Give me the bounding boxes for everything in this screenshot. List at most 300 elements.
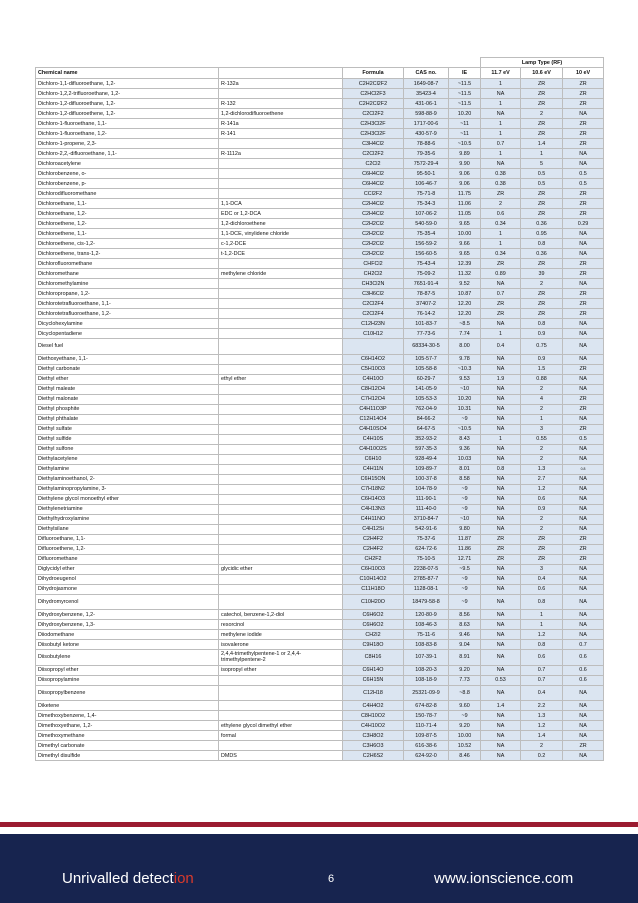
ie-value: ~11: [449, 119, 481, 129]
chemical-name: Dichloro-1-fluoroethane, 1,2-: [36, 129, 219, 139]
cas-number: 156-59-2: [404, 239, 449, 249]
ie-value: 8.63: [449, 620, 481, 630]
rf-10ev: ZR: [563, 79, 604, 89]
chemical-name: Dichloro-1,2,2-trifluoroethane, 1,2-: [36, 89, 219, 99]
rf-117ev: NA: [481, 711, 521, 721]
rf-106ev: 1.2: [521, 484, 563, 494]
rf-117ev: 0.7: [481, 289, 521, 299]
synonym: formal: [219, 731, 343, 741]
rf-106ev: 4: [521, 394, 563, 404]
cas-number: 616-38-6: [404, 741, 449, 751]
ie-value: 9.90: [449, 159, 481, 169]
rf-106ev: 2: [521, 514, 563, 524]
rf-10ev: NA: [563, 630, 604, 640]
chemical-name: Dimethyl carbonate: [36, 741, 219, 751]
chemical-name: Diisobutyl ketone: [36, 640, 219, 650]
rf-10ev: NA: [563, 249, 604, 259]
synonym: DMDS: [219, 751, 343, 761]
rf-117ev: NA: [481, 564, 521, 574]
rf-106ev: 0.4: [521, 685, 563, 701]
cas-number: 109-87-5: [404, 731, 449, 741]
chemical-name: Diethyl malonate: [36, 394, 219, 404]
formula: C3H6O3: [343, 741, 404, 751]
synonym: [219, 89, 343, 99]
ie-value: 10.03: [449, 454, 481, 464]
cas-number: 120-80-9: [404, 610, 449, 620]
cas-number: 7572-29-4: [404, 159, 449, 169]
rf-106ev: ZR: [521, 554, 563, 564]
rf-106ev: 1: [521, 414, 563, 424]
chemical-name: Diisopropyl ether: [36, 665, 219, 675]
rf-106ev: 0.6: [521, 584, 563, 594]
synonym: [219, 169, 343, 179]
formula: C2H2Cl2: [343, 229, 404, 239]
ie-value: 12.20: [449, 309, 481, 319]
rf-10ev: NA: [563, 564, 604, 574]
rf-106ev: ZR: [521, 189, 563, 199]
cas-number: 111-40-0: [404, 504, 449, 514]
table-row: [36, 640, 604, 650]
cas-number: 597-35-3: [404, 444, 449, 454]
table-row: [36, 259, 604, 269]
synonym: [219, 384, 343, 394]
table-row: [36, 89, 604, 99]
synonym: [219, 444, 343, 454]
ie-value: 9.80: [449, 524, 481, 534]
synonym: R-1112a: [219, 149, 343, 159]
rf-117ev: NA: [481, 424, 521, 434]
rf-10ev: NA: [563, 374, 604, 384]
rf-10ev: NA: [563, 319, 604, 329]
synonym: [219, 584, 343, 594]
ie-value: ~9: [449, 484, 481, 494]
cas-number: 598-88-9: [404, 109, 449, 119]
table-row: [36, 685, 604, 701]
tagline-part-b: ion: [173, 870, 194, 887]
table-row: [36, 299, 604, 309]
synonym: [219, 364, 343, 374]
chemical-name-header: Chemical name: [36, 68, 219, 79]
cas-number: 77-73-6: [404, 329, 449, 339]
table-row: [36, 199, 604, 209]
formula: C4H11NO: [343, 514, 404, 524]
synonym: [219, 139, 343, 149]
ie-value: ~9: [449, 504, 481, 514]
cas-number: 431-06-1: [404, 99, 449, 109]
chemical-name: Dimethyl disulfide: [36, 751, 219, 761]
formula: C2Cl2F2: [343, 109, 404, 119]
formula: C2H2Cl2: [343, 249, 404, 259]
chemical-name: Difluoroethene, 1,2-: [36, 544, 219, 554]
formula: C2H3Cl2F: [343, 119, 404, 129]
rf-106ev: 2: [521, 384, 563, 394]
rf-10ev: 0.7: [563, 640, 604, 650]
rf-117ev: NA: [481, 354, 521, 364]
rf-117ev: NA: [481, 620, 521, 630]
synonym: [219, 434, 343, 444]
rf-106ev: 0.36: [521, 219, 563, 229]
cas-number: 108-46-3: [404, 620, 449, 630]
rf-117ev: NA: [481, 364, 521, 374]
rf-117ev: NA: [481, 319, 521, 329]
cas-number: 95-50-1: [404, 169, 449, 179]
synonym: [219, 685, 343, 701]
table-row: [36, 149, 604, 159]
rf-10ev: NA: [563, 444, 604, 454]
synonym: [219, 544, 343, 554]
rf-117ev: 0.6: [481, 209, 521, 219]
table-row: [36, 229, 604, 239]
formula: C6H6O2: [343, 610, 404, 620]
chemical-name: Diethoxyethane, 1,1-: [36, 354, 219, 364]
rf-106ev: 1.3: [521, 711, 563, 721]
table-row: [36, 129, 604, 139]
table-row: [36, 494, 604, 504]
synonym-header: [219, 68, 343, 79]
rf-117ev: 1: [481, 329, 521, 339]
chemical-name: Diethylhydroxylamine: [36, 514, 219, 524]
chemical-name: Diketene: [36, 701, 219, 711]
chemical-name: Diethyl carbonate: [36, 364, 219, 374]
cas-number: 78-87-5: [404, 289, 449, 299]
chemical-name: Diethyl ether: [36, 374, 219, 384]
formula: CHFCl2: [343, 259, 404, 269]
rf-106ev: ZR: [521, 289, 563, 299]
rf-106ev: 0.5: [521, 169, 563, 179]
website-link[interactable]: www.ionscience.com: [434, 870, 574, 887]
ie-value: 7.74: [449, 329, 481, 339]
table-row: [36, 364, 604, 374]
rf-117ev: NA: [481, 384, 521, 394]
rf-106ev: ZR: [521, 544, 563, 554]
rf-106ev: 1.2: [521, 721, 563, 731]
cas-number: 156-60-5: [404, 249, 449, 259]
synonym: [219, 179, 343, 189]
formula: C2Cl2: [343, 159, 404, 169]
rf-10ev: ZR: [563, 534, 604, 544]
rf-106ev: 0.9: [521, 504, 563, 514]
table-row: [36, 524, 604, 534]
ie-value: 9.53: [449, 374, 481, 384]
ie-value: 9.46: [449, 630, 481, 640]
formula: C4H13N3: [343, 504, 404, 514]
synonym: ethyl ether: [219, 374, 343, 384]
rf-106ev: ZR: [521, 534, 563, 544]
chemical-name: Diethylaminopropylamine, 3-: [36, 484, 219, 494]
formula: C2H2Cl2: [343, 239, 404, 249]
ev106-header: 10.6 eV: [521, 68, 563, 79]
chemical-name: Dichlorodifluoromethane: [36, 189, 219, 199]
chemical-name: Dichloro-1-fluoroethane, 1,1-: [36, 119, 219, 129]
rf-10ev: ZR: [563, 269, 604, 279]
synonym: 2,4,4-trimethylpentene-1 or 2,4,4-trimethylpentene-2: [219, 650, 343, 666]
ie-value: ~9: [449, 711, 481, 721]
formula: C2Cl2F2: [343, 149, 404, 159]
rf-106ev: 0.5: [521, 179, 563, 189]
rf-10ev: NA: [563, 484, 604, 494]
synonym: ethylene glycol dimethyl ether: [219, 721, 343, 731]
table-row: [36, 169, 604, 179]
ie-value: 9.06: [449, 169, 481, 179]
rf-117ev: NA: [481, 665, 521, 675]
chemical-name: Dimethoxybenzene, 1,4-: [36, 711, 219, 721]
formula: C6H10O3: [343, 564, 404, 574]
formula: CH2I2: [343, 630, 404, 640]
table-row: [36, 474, 604, 484]
formula: [343, 339, 404, 355]
rf-10ev: NA: [563, 149, 604, 159]
cas-number: 109-89-7: [404, 464, 449, 474]
chemical-name: Dichloromethane: [36, 269, 219, 279]
ie-value: 10.52: [449, 741, 481, 751]
footer-stripe: [0, 822, 638, 827]
rf-10ev: NA: [563, 594, 604, 610]
cas-number: 100-37-8: [404, 474, 449, 484]
cas-number: 111-90-1: [404, 494, 449, 504]
table-row: [36, 384, 604, 394]
rf-10ev: NA: [563, 685, 604, 701]
table-row: [36, 711, 604, 721]
cas-number: 2785-87-7: [404, 574, 449, 584]
chemical-name: Dichloroethene, 1,2-: [36, 219, 219, 229]
synonym: [219, 534, 343, 544]
cas-number: 352-93-2: [404, 434, 449, 444]
cas-number: 107-39-1: [404, 650, 449, 666]
table-row: [36, 289, 604, 299]
ie-value: 8.01: [449, 464, 481, 474]
cas-number: 75-09-2: [404, 269, 449, 279]
ie-value: 9.04: [449, 640, 481, 650]
formula: CCl2F2: [343, 189, 404, 199]
chemical-name: Dihydrojasmone: [36, 584, 219, 594]
ie-value: 12.71: [449, 554, 481, 564]
page-number: 6: [328, 873, 335, 885]
rf-117ev: NA: [481, 640, 521, 650]
rf-106ev: 0.7: [521, 675, 563, 685]
rf-106ev: ZR: [521, 119, 563, 129]
lamp-type-label: Lamp Type (RF): [481, 58, 604, 68]
ie-value: 12.39: [449, 259, 481, 269]
rf-10ev: 0.5: [563, 169, 604, 179]
rf-10ev: 0.6: [563, 650, 604, 666]
chemical-name: Dichloroethane, 1,1-: [36, 199, 219, 209]
chemical-name: Diglycidyl ether: [36, 564, 219, 574]
rf-10ev: NA: [563, 504, 604, 514]
ie-header: IE: [449, 68, 481, 79]
rf-10ev: ZR: [563, 404, 604, 414]
ie-value: ~11.5: [449, 89, 481, 99]
rf-117ev: NA: [481, 444, 521, 454]
rf-10ev: NA: [563, 414, 604, 424]
formula: CH3Cl2N: [343, 279, 404, 289]
synonym: [219, 494, 343, 504]
formula: C2H2Cl2F2: [343, 99, 404, 109]
cas-number: 78-88-6: [404, 139, 449, 149]
ie-value: ~10.5: [449, 139, 481, 149]
table-row: [36, 514, 604, 524]
chemical-name: Dichlorofluoromethane: [36, 259, 219, 269]
ie-value: ~9: [449, 594, 481, 610]
rf-106ev: 3: [521, 564, 563, 574]
rf-10ev: ZR: [563, 119, 604, 129]
rf-10ev: 0.5: [563, 179, 604, 189]
rf-10ev: NA: [563, 514, 604, 524]
ie-value: 9.60: [449, 701, 481, 711]
lamp-type-rf-table: [35, 57, 604, 761]
rf-10ev: NA: [563, 279, 604, 289]
table-row: [36, 731, 604, 741]
cas-number: 624-92-0: [404, 751, 449, 761]
chemical-name: Diethylsilane: [36, 524, 219, 534]
formula: C8H12O4: [343, 384, 404, 394]
synonym: [219, 594, 343, 610]
table-row: [36, 751, 604, 761]
formula: C6H4Cl2: [343, 169, 404, 179]
ie-value: 8.91: [449, 650, 481, 666]
chemical-name: Diethyl phthalate: [36, 414, 219, 424]
synonym: [219, 394, 343, 404]
table-row: [36, 309, 604, 319]
cas-number: 35423-4: [404, 89, 449, 99]
synonym: R-132a: [219, 79, 343, 89]
synonym: [219, 289, 343, 299]
chemical-name: Dicyclohexylamine: [36, 319, 219, 329]
ie-value: 10.87: [449, 289, 481, 299]
formula: C2H6S2: [343, 751, 404, 761]
chemical-name: Difluoroethane, 1,1-: [36, 534, 219, 544]
table-row: [36, 239, 604, 249]
rf-10ev: NA: [563, 339, 604, 355]
table-row: [36, 741, 604, 751]
formula: C12H23N: [343, 319, 404, 329]
ie-value: ~11: [449, 129, 481, 139]
synonym: [219, 701, 343, 711]
ie-value: 8.43: [449, 434, 481, 444]
rf-117ev: NA: [481, 574, 521, 584]
rf-117ev: 0.89: [481, 269, 521, 279]
formula: C3H4Cl2: [343, 139, 404, 149]
formula: C10H20O: [343, 594, 404, 610]
rf-10ev: 0.6: [563, 675, 604, 685]
rf-117ev: 0.4: [481, 339, 521, 355]
rf-106ev: ZR: [521, 89, 563, 99]
ie-value: ~10: [449, 514, 481, 524]
synonym: [219, 259, 343, 269]
ie-value: ~9.5: [449, 564, 481, 574]
rf-117ev: NA: [481, 594, 521, 610]
ie-value: 10.20: [449, 394, 481, 404]
rf-106ev: ZR: [521, 299, 563, 309]
cas-number: 624-72-6: [404, 544, 449, 554]
cas-number: 1649-08-7: [404, 79, 449, 89]
rf-117ev: 1.9: [481, 374, 521, 384]
cas-number: 542-91-6: [404, 524, 449, 534]
rf-10ev: NA: [563, 584, 604, 594]
rf-106ev: 0.88: [521, 374, 563, 384]
rf-117ev: NA: [481, 414, 521, 424]
rf-117ev: NA: [481, 279, 521, 289]
formula: C10H14O2: [343, 574, 404, 584]
formula: C2H2Cl2F2: [343, 79, 404, 89]
rf-10ev: NA: [563, 731, 604, 741]
column-header-row: [36, 68, 604, 79]
chemical-name: Diesel fuel: [36, 339, 219, 355]
rf-106ev: ZR: [521, 79, 563, 89]
table-row: [36, 464, 604, 474]
rf-117ev: ZR: [481, 299, 521, 309]
formula: C2H4Cl2: [343, 199, 404, 209]
rf-117ev: NA: [481, 524, 521, 534]
cas-number: 75-71-8: [404, 189, 449, 199]
table-row: [36, 249, 604, 259]
formula: C6H14O3: [343, 494, 404, 504]
rf-106ev: 2: [521, 524, 563, 534]
cas-header: CAS no.: [404, 68, 449, 79]
formula: C6H14O2: [343, 354, 404, 364]
synonym: EDC or 1,2-DCA: [219, 209, 343, 219]
rf-10ev: ZR: [563, 544, 604, 554]
rf-106ev: 1.2: [521, 630, 563, 640]
rf-106ev: 1: [521, 149, 563, 159]
table-row: [36, 159, 604, 169]
formula: C2Cl2F4: [343, 299, 404, 309]
rf-106ev: 0.8: [521, 594, 563, 610]
cas-number: 75-10-5: [404, 554, 449, 564]
table-row: [36, 189, 604, 199]
cas-number: 25321-09-9: [404, 685, 449, 701]
table-row: [36, 564, 604, 574]
rf-117ev: NA: [481, 741, 521, 751]
table-row: [36, 279, 604, 289]
synonym: catechol, benzene-1,2-diol: [219, 610, 343, 620]
ie-value: 9.78: [449, 354, 481, 364]
chemical-name: Dichloromethylamine: [36, 279, 219, 289]
rf-117ev: 1: [481, 99, 521, 109]
cas-number: 104-78-9: [404, 484, 449, 494]
rf-117ev: 1.4: [481, 701, 521, 711]
cas-number: 3710-84-7: [404, 514, 449, 524]
table-row: [36, 504, 604, 514]
ie-value: 10.00: [449, 229, 481, 239]
table-row: [36, 665, 604, 675]
rf-117ev: NA: [481, 610, 521, 620]
rf-106ev: 0.95: [521, 229, 563, 239]
rf-117ev: 2: [481, 199, 521, 209]
synonym: [219, 711, 343, 721]
ev10-header: 10 eV: [563, 68, 604, 79]
table-row: [36, 319, 604, 329]
rf-10ev: 0.29: [563, 219, 604, 229]
formula: C6H14O: [343, 665, 404, 675]
cas-number: 75-35-4: [404, 229, 449, 239]
synonym: [219, 279, 343, 289]
formula: CH2Cl2: [343, 269, 404, 279]
rf-117ev: ZR: [481, 259, 521, 269]
ie-value: 11.06: [449, 199, 481, 209]
rf-10ev: NA: [563, 721, 604, 731]
synonym: [219, 474, 343, 484]
rf-10ev: ZR: [563, 424, 604, 434]
table-row: [36, 574, 604, 584]
synonym: [219, 741, 343, 751]
table-row: [36, 675, 604, 685]
chemical-name: Diethyl sulfate: [36, 424, 219, 434]
ie-value: ~11.5: [449, 99, 481, 109]
formula: C2H4F2: [343, 544, 404, 554]
synonym: 1,1-DCE, vinylidene chloride: [219, 229, 343, 239]
rf-117ev: NA: [481, 650, 521, 666]
synonym: [219, 414, 343, 424]
